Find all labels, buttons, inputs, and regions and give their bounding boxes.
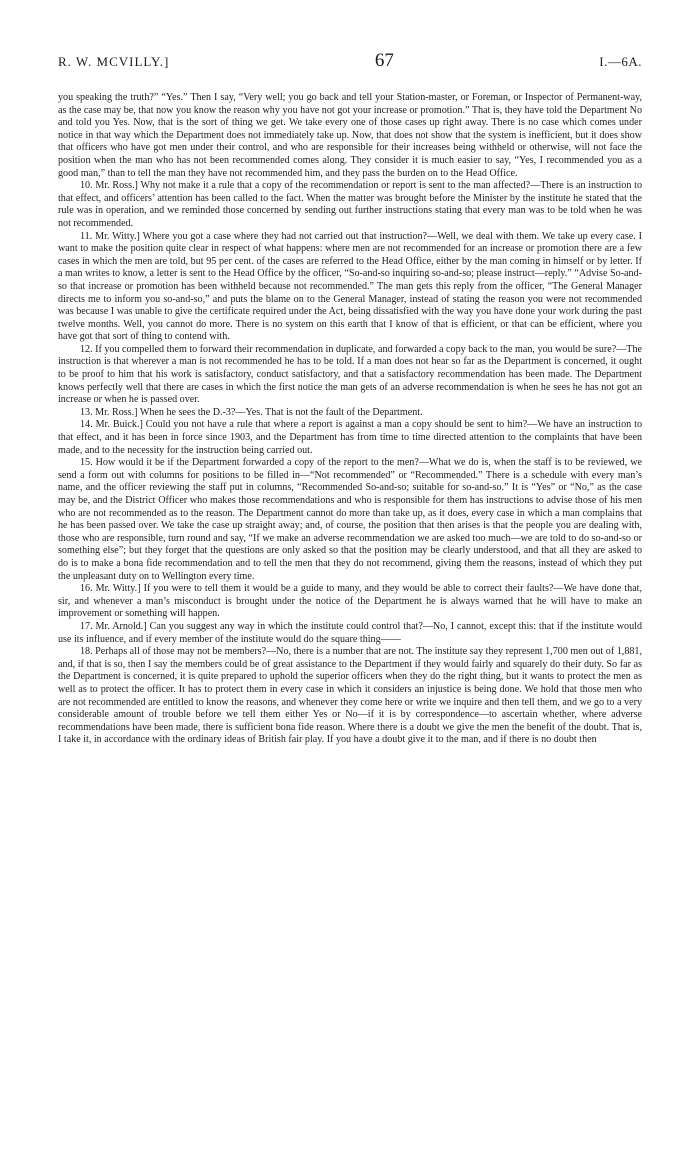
paragraph-continuation: you speaking the truth?” “Yes.” Then I say, “Very well; you go back and tell your Station-master, or Foreman, or Inspector of Permanent-way, as the case may be, that now you know the reason why you have not got your increase or promotion.” That is, they have told the Department No and told you Yes. Now, that is the sort of thing we get. We take every one of those cases up right away. There is no case which comes under notice in that way which the Department does not immediately take up. Now, that does not show that the system is inefficient, but it does show that officers who have got men under their control, and who are responsible for their increases being withheld or otherwise, will not face the position when the man who has not been recommended comes along. They consider it is much easier to say, “Yes, I recommended you as a good man,” than to tell the man they have not recommended him, and they pass the burden on to the Head Office. [58,92,642,179]
paragraph-q15: 15. How would it be if the Department forwarded a copy of the report to the men?—What we do is, when the staff is to be reviewed, we send a form out with columns for positions to be filled in—“Not recommended” or “Recommended.” There is a schedule with every man’s name, and the officer reviewing the staff put in columns, “Recommended So-and-so; suitable for so-and-so.” It is “Yes” or “No,” as the case may be, and the District Officer who makes those recommendations and who is responsible for them has instructions to advise those of his men who are not recommended as to the reason. The Department cannot do more than take up, as it does, every case in which a man complains that he has been passed over. We take the case up straight away; and, of course, the position that then arises is that the people you are dealing with, those who are responsible, turn round and say, “If we make an adverse recommendation we are asked too much—we are told to do so-and-so or something else”; but they forget that the questions are only asked so that the position may be clearly understood, and that all they are asked to do is to make a bona fide recommendation and to tell the men that they do not recommend, giving them the reasons, instead of which they put the unpleasant duty on to Wellington every time. [58,457,642,582]
paragraph-q18: 18. Perhaps all of those may not be members?—No, there is a number that are not. The institute say they represent 1,700 men out of 1,881, and, if that is so, then I say the members could be of great assistance to the Department if they would fairly and squarely do their duty. So far as the Department is concerned, it is quite prepared to uphold the superior officers when they do the right thing, but it wants to protect the men as well as to protect the officer. It has to protect them in every case in which it considers an injustice is being done. We hold that those men who are not recommended are entitled to know the reasons, and whenever they come here or write we inquire and then tell them, and we go to a very considerable amount of trouble before we tell them either Yes or No—if it is by correspondence—to ascertain whether, where adverse recommendations have been made, there is sufficient bona fide reason. Where there is a doubt we give the men the benefit of the doubt. That is, I take it, in accordance with the ordinary ideas of British fair play. If you have a doubt give it to the man, and if there is no doubt then [58,646,642,746]
paragraph-q10: 10. Mr. Ross.] Why not make it a rule that a copy of the recommendation or report is sent to the man affected?—There is an instruction to that effect, and officers’ attention has been called to the fact. When the matter was brought before the Minister by the institute he stated that the rule was in operation, and we reminded those concerned by sending out further instructions stating that every man was to be told when he was not recommended. [58,180,642,229]
paragraph-q16: 16. Mr. Witty.] If you were to tell them it would be a guide to many, and they would be able to correct their faults?—We have done that, sir, and whenever a man’s misconduct is brought under the notice of the Department he is always warned that he will have to make an improvement or something will happen. [58,583,642,620]
page-number: 67 [374,50,394,71]
header-paper-reference: I.—6A. [599,54,642,69]
paragraph-q13: 13. Mr. Ross.] When he sees the D.-3?—Yes. That is not the fault of the Department. [80,406,423,418]
paragraph-q14: 14. Mr. Buick.] Could you not have a rule that where a report is against a man a copy should be sent to him?—We have an instruction to that effect, and it has been in force since 1903, and the Department has from time to time directed attention to the complaints that have been made, and to the necessity for the instruction being carried out. [58,419,642,456]
page-header [58,50,642,72]
paragraph-q12: 12. If you compelled them to forward their recommendation in duplicate, and forwarded a copy back to the man, you would be sure?—The instruction is that wherever a man is not recommended he has to be told. If a man does not hear so far as the Department is concerned, it ought to be proof to him that his work is satisfactory, conduct satisfactory, and that a satisfactory recommendation has been made. The Department knows perfectly well that there are cases in which the first notice the man gets of an adverse recommendation is when he sees he has not got an increase or when he is passed over. [58,343,642,406]
page-body [58,92,642,747]
paragraph-q11: 11. Mr. Witty.] Where you got a case where they had not carried out that instruction?—Well, we deal with them. We take up every case. I want to make the position quite clear in respect of what happens: where men are not recommended for an increase or promotion there are a few cases in which the men are told, but 95 per cent. of the cases are referred to the Head Office, either by the man coming in himself or by letter. If a man writes to know, a letter is sent to the Head Office by the officer, “So-and-so inquiring so-and-so; please instruct—reply.” “Advise So-and-so that increase or promotion has been withheld because not recommended.” The man gets this reply from the officer, “The General Manager directs me to inform you so-and-so,” and puts the blame on to the General Manager, instead of stating the reason you were not recommended was because I was unable to give the certificate required under the Act, being dissatisfied with the way you have done your work during the past twelve months. Well, you cannot do more. There is no system on this earth that I know of that is efficient, or that can be efficient, where you have got that sort of thing to contend with. [58,230,642,343]
header-witness-name: R. W. MCVILLY.] [58,54,170,69]
paragraph-q17: 17. Mr. Arnold.] Can you suggest any way in which the institute could control that?—No, I cannot, except this: that if the institute would use its influence, and if every member of the institute would do the square thing—— [58,620,642,645]
